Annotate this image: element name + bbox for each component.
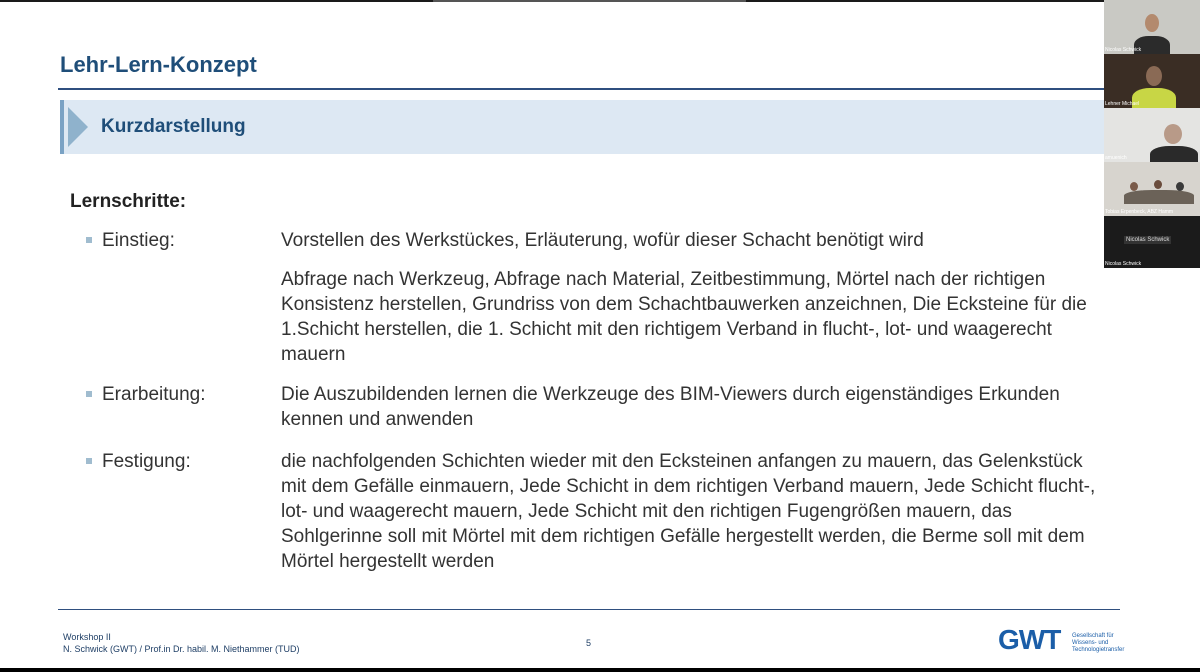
step-term: Erarbeitung: (102, 384, 206, 405)
footer-line: N. Schwick (GWT) / Prof.in Dr. habil. M. Niethammer (TUD) (63, 644, 300, 654)
slide-footer (63, 631, 300, 655)
person-head (1164, 124, 1182, 144)
participant-name: Nicolas Schwick (1105, 47, 1142, 53)
person-head (1130, 182, 1138, 191)
bullet-icon (86, 458, 92, 464)
footer-divider (58, 609, 1120, 610)
gwt-logo (998, 624, 1125, 656)
step-description: Die Auszubildenden lernen die Werkzeuge des BIM-Viewers durch eigenständiges Erkunden kennen und anwenden (281, 384, 1060, 430)
video-tile[interactable] (1104, 162, 1200, 216)
step-description: Abfrage nach Werkzeug, Abfrage nach Material, Zeitbestimmung, Mörtel nach der richtigen Konsistenz herstellen, Grundriss von dem Schachtbauwerken anzeichnen, Die Ecksteine für die 1.Schicht herstellen, die 1. Schicht mit den richtigem Verband in flucht-, lot- und waagerecht mauern (281, 269, 1087, 365)
section-edge (60, 100, 64, 154)
logo-mark: GWT (998, 624, 1061, 655)
title-divider (58, 88, 1120, 90)
person-head (1154, 180, 1162, 189)
participant-name: Tobias Erpenbeck, ABZ Hamm (1105, 209, 1174, 215)
presentation-slide (0, 2, 1200, 668)
page-number: 5 (586, 638, 592, 648)
step-description: Vorstellen des Werkstückes, Erläuterung, wofür dieser Schacht benötigt wird (281, 230, 924, 251)
section-header (60, 100, 1122, 154)
steps-heading: Lernschritte: (70, 191, 187, 212)
slide-title: Lehr-Lern-Konzept (60, 52, 257, 77)
step-description: die nachfolgenden Schichten wieder mit den Ecksteinen anfangen zu mauern, das Gelenkstück mit dem Gefälle einmauern, Jede Schicht in dem richtigen Verband mauern, Jede Schicht flucht-, lot- und waagerecht mauern, Jede Schicht mit den richtigen Fugengrößen mauern, das Sohlgerinne soll mit Mörtel mit dem richtigen Gefälle hergestellt werden, die Berme soll mit dem Mörtel hergestellt werden (281, 451, 1096, 572)
section-title: Kurzdarstellung (101, 116, 246, 137)
step-term: Festigung: (102, 451, 191, 472)
participant-name: Lehner Michael (1105, 101, 1140, 107)
active-speaker-label: Nicolas Schwick (1126, 237, 1170, 243)
person-head (1146, 66, 1162, 86)
participant-video-strip (1104, 0, 1200, 268)
participant-name: amuenich (1105, 155, 1127, 161)
chevron-right-icon (68, 107, 88, 147)
video-tile[interactable] (1104, 54, 1200, 108)
participant-name: Nicolas Schwick (1105, 261, 1142, 267)
footer-line: Workshop II (63, 632, 111, 642)
person-silhouette (1150, 146, 1198, 162)
room-table (1124, 190, 1194, 204)
bullet-icon (86, 391, 92, 397)
person-head (1145, 14, 1159, 32)
bullet-icon (86, 237, 92, 243)
person-head (1176, 182, 1184, 191)
step-term: Einstieg: (102, 230, 175, 251)
logo-subtitle: Gesellschaft für Wissens- und Technologietransfer (1072, 633, 1125, 653)
video-tile[interactable] (1104, 0, 1200, 54)
video-tile[interactable] (1104, 108, 1200, 162)
